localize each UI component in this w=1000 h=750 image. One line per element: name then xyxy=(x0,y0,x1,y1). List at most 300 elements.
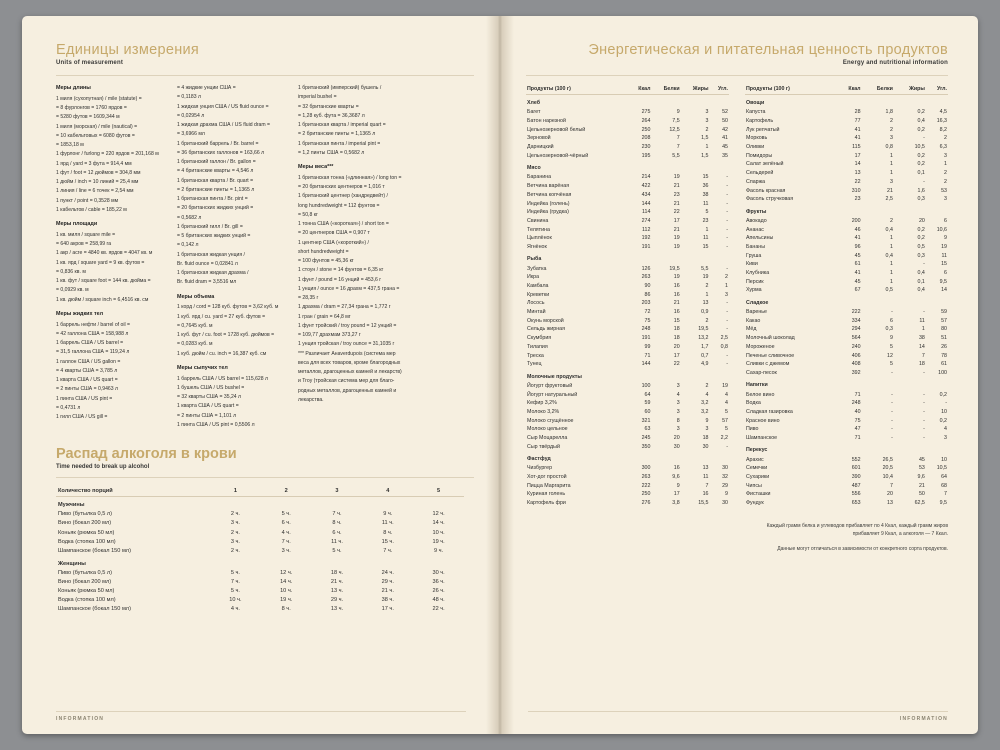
nutrition-value-cell: 16,3 xyxy=(936,118,947,125)
nutrition-value-cell: 0,3 xyxy=(917,196,925,203)
nutrition-value-cell: 192 xyxy=(641,235,651,242)
alcohol-time-cell: 3 ч. xyxy=(281,547,291,554)
nutrition-note: Каждый грамм белка и углеводов прибавляет по 4 Ккал, каждый грамм жиров прибавляет 9 Ккал, а алкоголя — 7 Ккал. xyxy=(766,522,948,537)
alcohol-time-cell: 8 ч. xyxy=(281,606,291,613)
nutrition-value-cell: 0,2 xyxy=(917,235,925,242)
nutrition-value-cell: 30 xyxy=(722,500,728,507)
units-column-2 xyxy=(177,84,285,430)
nutrition-header-cell: Белки xyxy=(862,84,894,95)
nutrition-value-cell: 321 xyxy=(641,417,651,424)
nutrition-value-cell: 2 xyxy=(889,126,893,133)
units-line: = 2 британские пинты = 1,1365 л xyxy=(177,186,255,193)
nutrition-value-cell: 1 xyxy=(889,278,893,285)
nutrition-category-row xyxy=(526,369,729,382)
nutrition-value-cell: 4 xyxy=(725,391,728,398)
nutrition-category-row xyxy=(745,442,948,455)
nutrition-value-cell: 5,5 xyxy=(672,152,680,159)
nutrition-value-cell: 0,2 xyxy=(939,391,947,398)
units-line: 1 куб. фут / cu. foot = 1728 куб. дюймов = xyxy=(177,332,275,338)
units-line: 1 корд / cord = 128 куб. футов = 3,62 куб. м xyxy=(177,304,279,311)
nutrition-value-cell: 9 xyxy=(889,335,893,342)
nutrition-category-label: Напитки xyxy=(746,382,768,389)
nutrition-value-cell: 78 xyxy=(941,352,947,359)
nutrition-value-cell: - xyxy=(923,408,925,415)
nutrition-value-cell: 0,2 xyxy=(917,109,925,116)
nutrition-value-cell: 4 xyxy=(705,391,709,398)
nutrition-value-cell: 41 xyxy=(854,135,861,142)
nutrition-product-name: Индейка (голень) xyxy=(527,200,570,207)
alcohol-time-cell: 19 ч. xyxy=(432,538,445,545)
nutrition-product-name: Арахис xyxy=(746,456,764,463)
alcohol-time-cell: 13 ч. xyxy=(330,588,344,595)
units-line: = 5 британских жидких унций = xyxy=(177,233,251,239)
nutrition-value-cell: 0,8 xyxy=(885,144,893,151)
units-line: Br. fluid ounce = 0,02841 л xyxy=(177,260,238,267)
nutrition-value-cell: - xyxy=(891,309,893,316)
nutrition-value-cell: 61 xyxy=(854,261,861,268)
units-line: 1 гран / grain = 64,8 мг xyxy=(298,313,351,320)
nutrition-value-cell: 90 xyxy=(644,283,651,290)
nutrition-product-name: Семечки xyxy=(746,465,768,472)
nutrition-value-cell: 1 xyxy=(889,161,893,168)
nutrition-value-cell: 406 xyxy=(851,352,861,359)
nutrition-value-cell: 21 xyxy=(673,183,680,190)
units-line: = 109,77 драхмам 373,27 г xyxy=(298,332,361,338)
nutrition-value-cell: - xyxy=(726,235,728,242)
units-line: 1 кабельтов / cable = 185,22 м xyxy=(56,206,127,213)
nutrition-value-cell: 22 xyxy=(854,178,861,185)
units-line: = 28,35 г xyxy=(298,295,319,301)
table-row xyxy=(745,316,948,325)
units-line: 1 баррель США / US barrel = xyxy=(56,340,124,346)
nutrition-product-name: Сахар-песок xyxy=(746,369,777,376)
table-row xyxy=(56,519,464,528)
alcohol-time-cell: 10 ч. xyxy=(229,597,242,604)
nutrition-value-cell: 15,5 xyxy=(698,500,709,507)
nutrition-value-cell: 2,5 xyxy=(720,335,728,342)
nutrition-value-cell: - xyxy=(726,352,728,359)
divider xyxy=(56,75,474,76)
nutrition-product-name: Лосось xyxy=(527,300,545,307)
table-row xyxy=(745,251,948,260)
nutrition-value-cell: 96 xyxy=(854,243,861,250)
nutrition-value-cell: 71 xyxy=(854,435,861,442)
units-line: = 36 британских галлонов = 163,66 л xyxy=(177,149,265,156)
nutrition-value-cell: 50 xyxy=(722,118,728,125)
nutrition-value-cell: - xyxy=(726,443,728,450)
nutrition-value-cell: - xyxy=(891,400,893,407)
nutrition-value-cell: 21 xyxy=(887,187,893,194)
table-row xyxy=(745,277,948,286)
nutrition-value-cell: 7 xyxy=(676,135,680,142)
alcohol-time-cell: 10 ч. xyxy=(432,529,445,536)
alcohol-time-cell: 5 ч. xyxy=(332,547,342,554)
units-line: = 20 центнеров США = 0,907 т xyxy=(298,230,370,237)
units-line: = 2 британские пинты = 1,1365 л xyxy=(298,131,376,138)
page-title-units: Единицы измерения xyxy=(56,42,200,58)
nutrition-value-cell: 552 xyxy=(851,456,861,463)
table-row xyxy=(745,243,948,252)
alcohol-header-portion: 2 xyxy=(284,488,288,494)
nutrition-value-cell: 9,6 xyxy=(672,474,680,481)
nutrition-value-cell: 264 xyxy=(641,118,651,125)
nutrition-value-cell: 0,8 xyxy=(720,343,728,350)
nutrition-value-cell: 1 xyxy=(889,170,893,177)
table-row xyxy=(526,473,729,482)
table-row xyxy=(526,117,729,126)
units-line: родных металлов, драгоценных камней и xyxy=(298,387,397,394)
units-line: = 0,1183 л xyxy=(177,94,201,101)
nutrition-product-name: Хот-дог простой xyxy=(527,474,567,481)
nutrition-value-cell: 16 xyxy=(673,309,680,316)
nutrition-product-name: Белое вино xyxy=(746,391,775,398)
nutrition-note-2: Данные могут отличаться в зависимости от конкретного сорта продуктов. xyxy=(777,545,948,552)
table-row xyxy=(745,234,948,243)
table-row xyxy=(56,528,464,537)
table-row xyxy=(526,390,729,399)
table-row xyxy=(526,416,729,425)
nutrition-value-cell: - xyxy=(923,178,925,185)
units-line: 1 пинта США / US pint = xyxy=(56,395,113,402)
nutrition-value-cell: 7 xyxy=(676,144,680,151)
units-line: = 1,28 куб. фута = 36,3687 л xyxy=(298,112,365,119)
nutrition-value-cell: 23 xyxy=(854,196,861,203)
nutrition-value-cell: 26 xyxy=(941,343,947,350)
units-line: = 4 британские кварты = 4,546 л xyxy=(177,168,254,175)
nutrition-value-cell: 19,5 xyxy=(698,326,709,333)
units-line: = 2 пинты США = 1,101 л xyxy=(177,412,237,419)
units-line: = 31,5 галлона США = 119,24 л xyxy=(56,349,130,356)
nutrition-value-cell: 9,6 xyxy=(917,474,925,481)
nutrition-product-name: Авокадо xyxy=(746,217,767,224)
alcohol-group-label: Мужчины xyxy=(58,502,85,508)
nutrition-category-row xyxy=(745,377,948,390)
nutrition-value-cell: 144 xyxy=(641,200,651,207)
nutrition-value-cell: 310 xyxy=(851,187,861,194)
nutrition-value-cell: 23 xyxy=(673,191,680,198)
nutrition-header-cell: Жиры xyxy=(894,84,926,95)
units-line: = 5280 футов = 1609,344 м xyxy=(56,114,120,121)
nutrition-value-cell: 18 xyxy=(918,361,925,368)
nutrition-value-cell: - xyxy=(923,309,925,316)
nutrition-value-cell: 245 xyxy=(641,435,651,442)
nutrition-value-cell: 30 xyxy=(673,443,680,450)
table-row xyxy=(745,473,948,482)
nutrition-value-cell: 14 xyxy=(918,343,925,350)
alcohol-time-cell: 17 ч. xyxy=(381,606,394,613)
nutrition-value-cell: 7 xyxy=(921,352,925,359)
table-row xyxy=(526,290,729,299)
table-row xyxy=(526,481,729,490)
alcohol-table-header xyxy=(56,486,464,497)
nutrition-category-row xyxy=(745,295,948,308)
nutrition-value-cell: 47 xyxy=(854,426,861,433)
alcohol-header-portion: 4 xyxy=(386,488,390,494)
alcohol-time-cell: 11 ч. xyxy=(331,538,343,545)
nutrition-value-cell: 6,3 xyxy=(939,144,947,151)
nutrition-value-cell: - xyxy=(923,435,925,442)
units-line: 1 драхма / dram = 27,34 грана = 1,772 г xyxy=(298,304,391,311)
table-row xyxy=(526,464,729,473)
units-line: = 640 акров = 258,99 га xyxy=(56,241,112,247)
nutrition-product-name: Сыр Моцарелла xyxy=(527,435,568,442)
nutrition-value-cell: 5 xyxy=(725,426,728,433)
table-row xyxy=(526,382,729,391)
nutrition-value-cell: - xyxy=(923,400,925,407)
nutrition-product-name: Свинина xyxy=(527,217,549,224)
nutrition-value-cell: 1,8 xyxy=(885,109,893,116)
nutrition-value-cell: 22 xyxy=(673,209,680,216)
nutrition-value-cell: 20 xyxy=(673,435,680,442)
table-row xyxy=(745,464,948,473)
alcohol-time-cell: 21 ч. xyxy=(330,578,344,585)
alcohol-time-cell: 6 ч. xyxy=(281,520,291,527)
nutrition-value-cell: 11 xyxy=(703,200,709,207)
alcohol-drink-label: Коньяк (рюмка 50 мл) xyxy=(58,588,115,595)
alcohol-time-cell: 38 ч. xyxy=(381,597,394,604)
nutrition-value-cell: 0,4 xyxy=(885,226,893,233)
table-row xyxy=(526,182,729,191)
nutrition-value-cell: 26,5 xyxy=(882,456,893,463)
nutrition-value-cell: 30 xyxy=(722,465,728,472)
nutrition-value-cell: 0,3 xyxy=(885,326,893,333)
table-row xyxy=(745,334,948,343)
nutrition-product-name: Бананы xyxy=(746,243,766,250)
nutrition-value-cell: 653 xyxy=(851,500,861,507)
table-row xyxy=(56,605,464,614)
nutrition-value-cell: 4 xyxy=(676,391,680,398)
nutrition-value-cell: 11 xyxy=(703,474,709,481)
nutrition-value-cell: 4,9 xyxy=(701,361,709,368)
table-row xyxy=(526,360,729,369)
nutrition-value-cell: 8 xyxy=(676,417,680,424)
units-line: = 20 британских центнеров = 1,016 т xyxy=(298,184,385,190)
nutrition-value-cell: 392 xyxy=(851,369,861,376)
alcohol-time-cell: 3 ч. xyxy=(230,520,240,527)
alcohol-drink-label: Коньяк (рюмка 50 мл) xyxy=(58,529,115,536)
nutrition-value-cell: 35 xyxy=(722,152,728,159)
nutrition-value-cell: 114 xyxy=(642,209,651,216)
alcohol-time-cell: 7 ч. xyxy=(332,511,342,518)
units-line: 1 стоун / stone = 14 фунтов = 6,35 кг xyxy=(298,267,384,274)
units-line: лекарства. xyxy=(298,396,324,403)
units-block-heading: Меры площади xyxy=(56,221,98,227)
nutrition-value-cell: 144 xyxy=(641,361,651,368)
table-row xyxy=(745,143,948,152)
nutrition-value-cell: 3 xyxy=(705,426,709,433)
nutrition-category-row xyxy=(526,451,729,464)
nutrition-value-cell: 42 xyxy=(722,126,728,133)
nutrition-category-label: Мясо xyxy=(527,165,541,172)
nutrition-value-cell: 601 xyxy=(851,465,861,472)
nutrition-value-cell: 16 xyxy=(673,465,680,472)
table-row xyxy=(526,499,729,508)
units-line: = 10 кабельтовых = 6080 футов = xyxy=(56,132,135,139)
nutrition-value-cell: 21 xyxy=(673,200,680,207)
nutrition-value-cell: 62,5 xyxy=(914,500,925,507)
nutrition-product-name: Молоко 3,2% xyxy=(527,408,560,415)
nutrition-value-cell: - xyxy=(726,191,728,198)
nutrition-value-cell: - xyxy=(726,265,728,272)
units-block-heading: Меры длины xyxy=(56,85,91,91)
nutrition-value-cell: 64 xyxy=(644,391,651,398)
page-subtitle-nutrition: Energy and nutritional information xyxy=(842,60,948,66)
nutrition-value-cell: 20 xyxy=(918,217,925,224)
nutrition-table-1 xyxy=(526,84,729,508)
nutrition-value-cell: 274 xyxy=(641,217,651,224)
table-row xyxy=(745,455,948,464)
table-row xyxy=(745,325,948,334)
nutrition-value-cell: 9 xyxy=(676,482,680,489)
units-line: 1 пункт / point = 0,3528 мм xyxy=(56,197,119,204)
nutrition-value-cell: 0,2 xyxy=(939,417,947,424)
nutrition-value-cell: - xyxy=(726,226,728,233)
units-line: = 32 кварты США = 35,24 л xyxy=(177,394,241,400)
right-page xyxy=(500,16,978,734)
units-line: *** Различает Анаvеrdupois (система мер xyxy=(298,350,396,357)
nutrition-value-cell: 23 xyxy=(702,217,709,224)
alcohol-header-portion: 1 xyxy=(233,488,237,494)
nutrition-product-name: Клубника xyxy=(746,270,770,277)
units-line: Br. fluid dram = 3,5516 мл xyxy=(177,279,237,286)
alcohol-time-cell: 4 ч. xyxy=(230,606,240,613)
nutrition-value-cell: 1 xyxy=(889,152,893,159)
nutrition-value-cell: 1,5 xyxy=(701,152,709,159)
nutrition-value-cell: 3 xyxy=(944,196,947,203)
nutrition-value-cell: 1,5 xyxy=(701,135,709,142)
table-row xyxy=(745,225,948,234)
alcohol-time-cell: 5 ч. xyxy=(281,511,291,518)
nutrition-product-name: Кефир 3,2% xyxy=(527,400,557,407)
alcohol-group-label: Женщины xyxy=(58,560,86,567)
nutrition-value-cell: 10,4 xyxy=(882,474,893,481)
nutrition-value-cell: 0,4 xyxy=(917,270,925,277)
table-row xyxy=(745,481,948,490)
nutrition-value-cell: 230 xyxy=(641,144,651,151)
nutrition-product-name: Сыр твёрдый xyxy=(527,443,560,450)
table-row xyxy=(745,399,948,408)
nutrition-value-cell: - xyxy=(726,217,728,224)
nutrition-value-cell: 67 xyxy=(854,287,861,294)
alcohol-time-cell: 30 ч. xyxy=(432,569,445,576)
nutrition-value-cell: 11 xyxy=(703,235,709,242)
alcohol-time-cell: 14 ч. xyxy=(432,520,445,527)
table-row xyxy=(526,442,729,451)
nutrition-value-cell: 38 xyxy=(702,191,709,198)
notebook-spread xyxy=(22,16,978,734)
nutrition-value-cell: 16 xyxy=(673,291,680,298)
nutrition-product-name: Пицца Маргарита xyxy=(527,482,571,489)
nutrition-value-cell: 248 xyxy=(641,326,651,333)
units-block-heading: Меры сыпучих тел xyxy=(177,364,228,371)
nutrition-value-cell: 222 xyxy=(641,482,651,489)
nutrition-value-cell: 57 xyxy=(941,317,947,324)
nutrition-value-cell: 15 xyxy=(702,174,709,181)
table-row xyxy=(526,282,729,291)
nutrition-value-cell: 77 xyxy=(854,118,861,125)
table-row xyxy=(526,108,729,117)
nutrition-value-cell: 3 xyxy=(705,118,709,125)
units-line: 1 фунт / pound = 16 унций = 453,6 г xyxy=(298,276,382,283)
alcohol-time-cell: 9 ч. xyxy=(383,511,393,518)
nutrition-value-cell: 0,2 xyxy=(917,226,925,233)
alcohol-time-cell: 3 ч. xyxy=(230,538,240,545)
nutrition-value-cell: - xyxy=(923,391,925,398)
table-row xyxy=(745,169,948,178)
nutrition-value-cell: - xyxy=(891,408,893,415)
alcohol-drink-label: Водка (стопка 100 мл) xyxy=(58,538,116,545)
nutrition-value-cell: 41 xyxy=(854,126,861,133)
nutrition-value-cell: 3,2 xyxy=(701,400,709,407)
nutrition-product-name: Красное вино xyxy=(746,417,780,424)
nutrition-product-name: Багет xyxy=(527,109,541,116)
nutrition-header-cell: Угл. xyxy=(926,84,948,95)
units-line: 1 гилл США / US gill = xyxy=(56,414,108,420)
nutrition-value-cell: 14 xyxy=(941,287,947,294)
nutrition-value-cell: 13 xyxy=(702,300,709,307)
nutrition-product-name: Пиво xyxy=(746,426,759,433)
left-page xyxy=(22,16,500,734)
nutrition-value-cell: 2 xyxy=(725,274,728,281)
table-row xyxy=(526,434,729,443)
units-line: = 20 британских жидких унций = xyxy=(177,205,254,212)
nutrition-table-body xyxy=(745,95,948,508)
nutrition-value-cell: 5 xyxy=(889,343,893,350)
table-row xyxy=(526,316,729,325)
alcohol-time-cell: 5 ч. xyxy=(230,569,240,576)
nutrition-value-cell: 1,6 xyxy=(917,187,925,194)
nutrition-value-cell: 21 xyxy=(918,482,925,489)
nutrition-value-cell: 18 xyxy=(673,335,680,342)
alcohol-time-cell: 2 ч. xyxy=(230,547,240,554)
nutrition-value-cell: 3 xyxy=(676,408,680,415)
table-row xyxy=(526,425,729,434)
nutrition-value-cell: - xyxy=(726,183,728,190)
nutrition-value-cell: - xyxy=(726,361,728,368)
nutrition-product-name: Молочный шоколад xyxy=(746,335,795,342)
nutrition-value-cell: 1 xyxy=(944,161,947,168)
nutrition-product-name: Йогурт фруктовый xyxy=(527,382,573,389)
nutrition-value-cell: 434 xyxy=(641,191,651,198)
nutrition-value-cell: 52 xyxy=(722,109,728,116)
page-subtitle-units: Units of measurement xyxy=(56,60,124,66)
nutrition-value-cell: 1 xyxy=(705,144,709,151)
units-line: 1 унция / ounce = 16 драхм = 437,5 грана = xyxy=(298,285,400,292)
nutrition-value-cell: 59 xyxy=(644,400,651,407)
units-line: 1 кварта США / US quart = xyxy=(177,403,239,410)
nutrition-value-cell: 214 xyxy=(641,174,651,181)
nutrition-product-name: Спаржа xyxy=(746,178,766,185)
nutrition-value-cell: 422 xyxy=(641,183,651,190)
nutrition-product-name: Сельдь жирная xyxy=(527,326,565,333)
nutrition-value-cell: - xyxy=(726,300,728,307)
units-line: 1 британская кварта / imperial quart = xyxy=(298,122,386,128)
nutrition-value-cell: 203 xyxy=(641,300,651,307)
table-row xyxy=(745,186,948,195)
nutrition-product-name: Лук репчатый xyxy=(746,126,780,133)
units-line: 1 британская кварта / Br. quart = xyxy=(177,177,254,184)
nutrition-value-cell: - xyxy=(726,243,728,250)
units-line: 1 центнер США («короткий») / xyxy=(298,239,369,246)
table-row xyxy=(526,325,729,334)
nutrition-value-cell: 18 xyxy=(702,435,709,442)
nutrition-value-cell: 21 xyxy=(673,226,680,233)
nutrition-value-cell: 22 xyxy=(673,361,680,368)
nutrition-value-cell: 0,5 xyxy=(885,287,893,294)
table-row xyxy=(745,217,948,226)
nutrition-product-name: Мороженое xyxy=(746,343,775,350)
nutrition-value-cell: 0,4 xyxy=(885,252,893,259)
